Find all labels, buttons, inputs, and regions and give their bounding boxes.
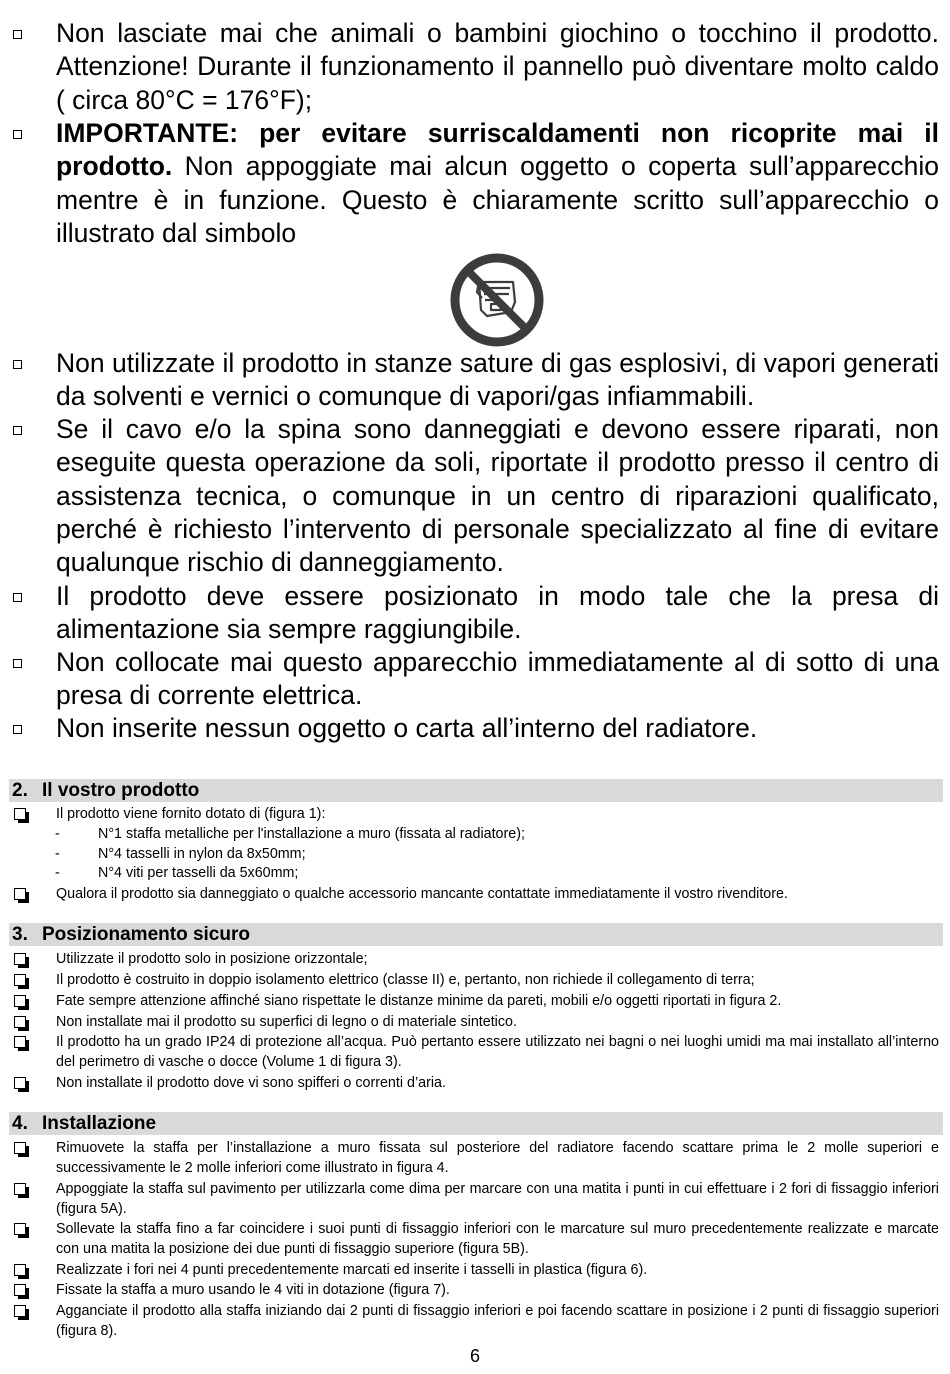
list-item: Il prodotto viene fornito dotato di (figura 1): <box>56 804 939 824</box>
checkbox-bullet-icon <box>14 1284 26 1296</box>
list-item: Il prodotto ha un grado IP24 di protezione all’acqua. Può pertanto essere utilizzato nei bagni o nei luoghi umidi ma mai installato all’interno del perimetro di vasche o docce (Volume 1 di figura 3). <box>56 1032 939 1073</box>
checkbox-bullet-icon <box>14 1223 26 1235</box>
checkbox-bullet-icon <box>13 130 22 139</box>
warning-text <box>56 117 939 250</box>
checkbox-bullet-icon <box>13 725 22 734</box>
warning-text: Non utilizzate il prodotto in stanze sature di gas esplosivi, di vapori generati da solventi e vernici o comunque di vapori/gas infiammabili. <box>56 348 939 412</box>
list-item: Sollevate la staffa fino a far coincidere i suoi punti di fissaggio inferiori con le marcature sul muro precedentemente realizzate e marcate con una matita la posizione dei due punti di fissaggio superiore (figura 5B). <box>56 1219 939 1260</box>
section-title: Il vostro prodotto <box>42 780 200 801</box>
warning-text: Non lasciate mai che animali o bambini giochino o tocchino il prodotto. Attenzione! Durante il funzionamento il pannello può diventare molto caldo ( circa 80°C = 176°F); <box>56 18 939 115</box>
list-item: Non installate il prodotto dove vi sono spifferi o correnti d’aria. <box>56 1073 939 1093</box>
page-number: 6 <box>469 1346 480 1366</box>
section-number: 3. <box>12 924 28 945</box>
warning-text: Non collocate mai questo apparecchio immediatamente al di sotto di una presa di corrente elettrica. <box>56 647 939 711</box>
checkbox-bullet-icon <box>14 974 26 986</box>
checkbox-bullet-icon <box>14 888 26 900</box>
checkbox-bullet-icon <box>14 1264 26 1276</box>
section-title: Installazione <box>42 1113 157 1134</box>
checkbox-bullet-icon <box>13 426 22 435</box>
do-not-cover-symbol-icon <box>449 252 545 348</box>
list-item: Rimuovete la staffa per l’installazione a muro fissata sul posteriore del radiatore facendo scattare prima le 2 molle superiori e successivamente le 2 molle inferiori come illustrato in figura 4. <box>56 1138 939 1179</box>
checkbox-bullet-icon <box>13 360 22 369</box>
section-number: 4. <box>12 1113 28 1134</box>
checkbox-bullet-icon <box>13 593 22 602</box>
warning-item-overheating <box>56 117 939 250</box>
checkbox-bullet-icon <box>14 1077 26 1089</box>
section-heading-positioning <box>9 923 943 946</box>
list-item: Il prodotto è costruito in doppio isolamento elettrico (classe II) e, pertanto, non richiede il collegamento di terra; <box>56 970 939 990</box>
list-item: Qualora il prodotto sia danneggiato o qualche accessorio mancante contattate immediatamente il vostro rivenditore. <box>56 884 939 904</box>
warning-item-children <box>56 17 939 117</box>
checkbox-bullet-icon <box>14 995 26 1007</box>
warning-text: Se il cavo e/o la spina sono danneggiati e devono essere riparati, non eseguite questa operazione da soli, riportate il prodotto presso il centro di assistenza tecnica, o comunque in un centro di riparazioni qualificato, perché è richiesto l’intervento di personale specializzato al fine di evitare qualunque rischio di danneggiamento. <box>56 414 939 578</box>
checkbox-bullet-icon <box>13 30 22 39</box>
checkbox-bullet-icon <box>14 953 26 965</box>
list-item: Non installate mai il prodotto su superfici di legno o di materiale sintetico. <box>56 1012 939 1032</box>
section-title: Posizionamento sicuro <box>42 924 250 945</box>
warning-text: Il prodotto deve essere posizionato in modo tale che la presa di alimentazione sia sempre raggiungibile. <box>56 581 939 645</box>
list-item: Fate sempre attenzione affinché siano rispettate le distanze minime da pareti, mobili e/o oggetti riportati in figura 2. <box>56 991 939 1011</box>
section-heading-installation <box>9 1112 943 1135</box>
warning-item-gas <box>56 347 939 414</box>
warning-item-cable <box>56 413 939 579</box>
checkbox-bullet-icon <box>14 1142 26 1154</box>
list-item: Appoggiate la staffa sul pavimento per utilizzarla come dima per marcare con una matita i punti in cui effettuare i 2 fori di fissaggio inferiori (figura 5A). <box>56 1179 939 1220</box>
warning-item-objects <box>56 712 939 745</box>
section-number: 2. <box>12 780 28 801</box>
checkbox-bullet-icon <box>13 659 22 668</box>
warning-text-rest: Non appoggiate mai alcun oggetto o coperta sull’apparecchio mentre è in funzione. Questo è chiaramente scritto sull’apparecchio o illustrato dal simbolo <box>56 151 939 248</box>
list-item: Realizzate i fori nei 4 punti precedentemente marcati ed inserite i tasselli in plastica (figura 6). <box>56 1260 939 1280</box>
manual-page: Non lasciate mai che animali o bambini giochino o tocchino il prodotto. Attenzione! Durante il funzionamento il pannello può diventare molto caldo ( circa 80°C = 176°F); IMPORTANTE: per evitare surriscaldamenti non ricoprite mai il prodotto. Non appoggiate mai alcun oggetto o coperta sull’apparecchio mentre è in funzione. Questo è chiaramente scritto sull’apparecchio o illustrato dal simbolo Non utilizzate il prodotto in stanze sature di gas esplosivi, di vapori generati da solventi e vernici o comunque di vapori/gas infiammabili. Se il cavo e/o la spina sono danneggiati e devono essere riparati, non eseguite questa operazione da soli, riportate il prodotto presso il centro di assistenza tecnica, o comunque in un centro di riparazioni qualificato, perché è richiesto l’intervento di personale specializzato al fine di evitare qualunque rischio di danneggiamento. Il prodotto deve essere posizionato in modo tale che la presa di alimentazione sia sempre raggiungibile. Non collocate mai questo apparecchio immediatamente al di sotto di una presa di corrente elettrica. Non inserite nessun oggetto o carta all’interno del radiatore. 2. Il vostro prodotto Il prodotto viene fornito dotato di (figura 1): - N°1 staffa metalliche per l'installazione a muro (fissata al radiatore); - N°4 tasselli in nylon da 8x50mm; - N°4 viti per tasselli da 5x60mm; Qualora il prodotto sia danneggiato o qualche accessorio mancante contattate immediatamente il vostro rivenditore. 3. Posizionamento sicuro Utilizzate il prodotto solo in posizione orizzontale; Il prodotto è costruito in doppio isolamento elettrico (classe II) e, pertanto, non richiede il collegamento di terra; Fate sempre attenzione affinché siano rispettate le distanze minime da pareti, mobili e/o oggetti riportati in figura 2. Non installate mai il prodotto su superfici di legno o di materiale sintetico. Il prodotto ha un grado IP24 di protezione all’acqua. Può pertanto essere utilizzato nei bagni o nei luoghi umidi ma mai installato all’interno del perimetro di vasche o docce (Volume 1 di figura 3). Non installate il prodotto dove vi sono spifferi o correnti d’aria. 4. Installazione Rimuovete la staffa per l’installazione a muro fissata sul posteriore del radiatore facendo scattare prima le 2 molle superiori e successivamente le 2 molle inferiori come illustrato in figura 4. Appoggiate la staffa sul pavimento per utilizzarla come dima per marcare con una matita i punti in cui effettuare i 2 fori di fissaggio inferiori (figura 5A). Sollevate la staffa fino a far coincidere i suoi punti di fissaggio inferiori con le marcature sul muro precedentemente realizzate e marcate con una matita la posizione dei due punti di fissaggio superiore (figura 5B). Realizzate i fori nei 4 punti precedentemente marcati ed inserite i tasselli in plastica (figura 6). Fissate la staffa a muro usando le 4 viti in dotazione (figura 7). Agganciate il prodotto alla staffa iniziando dai 2 punti di fissaggio inferiori e poi facendo scattare in posizione i 2 punti di fissaggio superiori (figura 8). 6 <box>0 0 950 1374</box>
list-item: Utilizzate il prodotto solo in posizione orizzontale; <box>56 949 939 969</box>
warning-item-below-socket <box>56 646 939 713</box>
list-item: Fissate la staffa a muro usando le 4 viti in dotazione (figura 7). <box>56 1280 939 1300</box>
warning-text: Non inserite nessun oggetto o carta all’interno del radiatore. <box>56 713 758 743</box>
checkbox-bullet-icon <box>14 808 26 820</box>
important-notice: IMPORTANTE: per evitare surriscaldamenti non ricoprite mai il prodotto. <box>56 118 939 182</box>
checkbox-bullet-icon <box>14 1183 26 1195</box>
checkbox-bullet-icon <box>14 1305 26 1317</box>
list-item: Agganciate il prodotto alla staffa iniziando dai 2 punti di fissaggio inferiori e poi facendo scattare in posizione i 2 punti di fissaggio superiori (figura 8). <box>56 1301 939 1342</box>
checkbox-bullet-icon <box>14 1036 26 1048</box>
warning-item-socket-reach <box>56 580 939 647</box>
checkbox-bullet-icon <box>14 1016 26 1028</box>
section-heading-product <box>9 779 943 802</box>
